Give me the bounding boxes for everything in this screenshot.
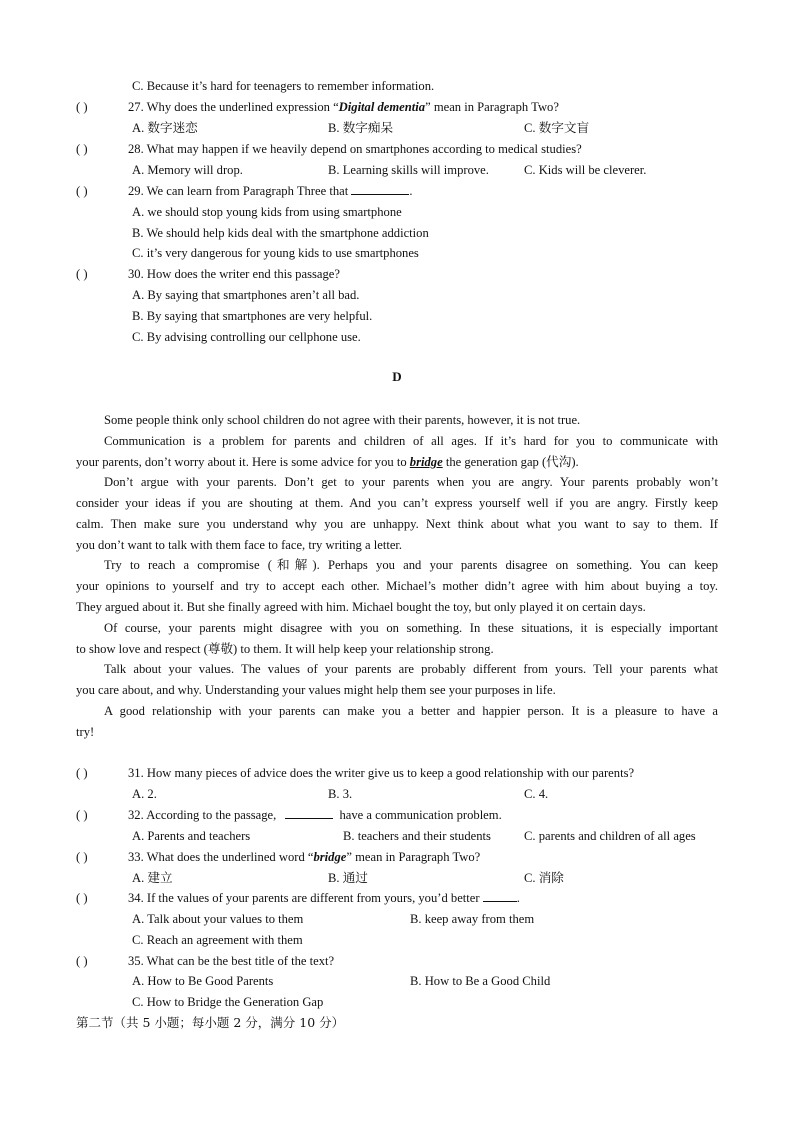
answer-blank[interactable]: ( ) <box>76 954 88 968</box>
q29-option-b: B. We should help kids deal with the smartphone addiction <box>132 226 429 240</box>
passage-p2-line1: Communication is a problem for parents and children of all ages. If it’s hard for you to communicate with <box>104 434 718 448</box>
passage-p5-line1: Of course, your parents might disagree with you on something. In these situations, it is especially important <box>104 621 718 635</box>
question-30 <box>76 265 340 283</box>
passage-p7-line1: A good relationship with your parents can make you a better and happier person. It is a pleasure to have a <box>104 704 718 718</box>
q28-stem: 28. What may happen if we heavily depend on smartphones according to medical studies? <box>128 142 582 156</box>
answer-blank[interactable]: ( ) <box>76 267 88 281</box>
answer-blank[interactable]: ( ) <box>76 100 88 114</box>
q28-option-b: B. Learning skills will improve. <box>328 163 489 177</box>
q27-stem-a: 27. Why does the underlined expression “ <box>128 100 339 114</box>
passage-p3-line4: you don’t want to talk with them face to face, try writing a letter. <box>76 538 403 552</box>
q31-option-c: C. 4. <box>524 787 549 801</box>
passage-p4-line2: your opinions to yourself and try to accept each other. Michael’s mother didn’t agree with him about buying a toy. <box>76 579 718 593</box>
p2-text-b: the generation gap (代沟). <box>442 455 579 469</box>
q30-option-a: A. By saying that smartphones aren’t all bad. <box>132 288 360 302</box>
q33-option-a: A. 建立 <box>132 871 173 885</box>
p2-text-a: your parents, don’t worry about it. Here is some advice for you to <box>76 455 410 469</box>
fill-blank[interactable] <box>483 889 517 902</box>
passage-p6-line1: Talk about your values. The values of your parents are probably different from yours. Tell your parents what <box>104 662 718 676</box>
q27-stem-b: ” mean in Paragraph Two? <box>425 100 559 114</box>
answer-blank[interactable]: ( ) <box>76 142 88 156</box>
q35-option-b: B. How to Be a Good Child <box>410 974 551 988</box>
q29-option-a: A. we should stop young kids from using smartphone <box>132 205 402 219</box>
q32-option-a: A. Parents and teachers <box>132 829 251 843</box>
question-31 <box>76 764 634 782</box>
section-d-heading: D <box>392 369 402 384</box>
q34-stem: 34. If the values of your parents are different from yours, you’d better <box>128 891 480 905</box>
answer-blank[interactable]: ( ) <box>76 891 88 905</box>
q31-option-b: B. 3. <box>328 787 353 801</box>
q32-option-b: B. teachers and their students <box>343 829 491 843</box>
section-two-header: 第二节（共 5 小题；每小题 2 分，满分 10 分） <box>76 1015 345 1030</box>
question-29: ( ) 29. We can learn from Paragraph Three that . <box>76 184 413 198</box>
question-28 <box>76 140 582 158</box>
passage-p4-line3: They argued about it. But she finally agreed with him. Michael bought the toy, but only played it on certain days. <box>76 600 646 614</box>
q26-option-c: C. Because it’s hard for teenagers to remember information. <box>132 79 435 93</box>
passage-p7-line2: try! <box>76 725 95 739</box>
q33-stem-b: ” mean in Paragraph Two? <box>346 850 481 864</box>
passage-p5-line2: to show love and respect (尊敬) to them. It will help keep your relationship strong. <box>76 642 494 656</box>
question-32 <box>76 806 502 824</box>
passage-p3-line3: calm. Then make sure you understand why you are unhappy. Next think about what you want to say to them. If <box>76 517 718 531</box>
answer-blank[interactable]: ( ) <box>76 850 88 864</box>
q30-stem: 30. How does the writer end this passage? <box>128 267 340 281</box>
fill-blank[interactable] <box>285 806 333 819</box>
q27-option-b: B. 数字痴呆 <box>328 121 394 135</box>
q35-stem: 35. What can be the best title of the text? <box>128 954 335 968</box>
q29-stem: 29. We can learn from Paragraph Three that <box>128 184 349 198</box>
question-33 <box>76 848 480 866</box>
q27-option-a: A. 数字迷恋 <box>132 121 198 135</box>
q27-term: Digital dementia <box>338 100 426 114</box>
underlined-word-bridge: bridge <box>409 455 443 469</box>
q28-option-c: C. Kids will be cleverer. <box>524 163 647 177</box>
passage-paragraph-1: Some people think only school children do not agree with their parents, however, it is not true. <box>104 413 581 427</box>
q33-term: bridge <box>313 850 347 864</box>
question-27 <box>76 98 559 116</box>
q29-option-c: C. it’s very dangerous for young kids to use smartphones <box>132 246 419 260</box>
q30-option-b: B. By saying that smartphones are very helpful. <box>132 309 373 323</box>
passage-p3-line1: Don’t argue with your parents. Don’t get to your parents when you are angry. Your parents probably won’t <box>104 475 718 489</box>
q31-stem: 31. How many pieces of advice does the writer give us to keep a good relationship with our parents? <box>128 766 635 780</box>
passage-p2-line2 <box>76 453 579 471</box>
answer-blank[interactable]: ( ) <box>76 808 88 822</box>
q31-option-a: A. 2. <box>132 787 157 801</box>
q34-option-b: B. keep away from them <box>410 912 535 926</box>
answer-blank[interactable]: ( ) <box>76 184 88 198</box>
q32-stem-a: 32. According to the passage, <box>128 808 277 822</box>
q32-option-c: C. parents and children of all ages <box>524 829 696 843</box>
answer-blank[interactable]: ( ) <box>76 766 88 780</box>
q35-option-a: A. How to Be Good Parents <box>132 974 274 988</box>
q33-option-c: C. 消除 <box>524 871 564 885</box>
q32-stem-b: have a communication problem. <box>339 808 502 822</box>
passage-p3-line2: consider your ideas if you are shouting at them. And you can’t express yourself well if you are angry. Firstly keep <box>76 496 718 510</box>
question-34: ( ) 34. If the values of your parents are different from yours, you’d better . <box>76 891 520 905</box>
passage-p4-line1: Try to reach a compromise (和解). Perhaps you and your parents disagree on something. You can keep <box>104 558 718 572</box>
question-35 <box>76 952 334 970</box>
q27-option-c: C. 数字文盲 <box>524 121 590 135</box>
q34-option-a: A. Talk about your values to them <box>132 912 304 926</box>
q28-option-a: A. Memory will drop. <box>132 163 243 177</box>
q34-option-c: C. Reach an agreement with them <box>132 933 303 947</box>
q30-option-c: C. By advising controlling our cellphone use. <box>132 330 361 344</box>
q35-option-c: C. How to Bridge the Generation Gap <box>132 995 324 1009</box>
q33-stem-a: 33. What does the underlined word “ <box>128 850 314 864</box>
q33-option-b: B. 通过 <box>328 871 368 885</box>
fill-blank[interactable] <box>351 182 409 195</box>
passage-p6-line2: you care about, and why. Understanding your values might help them see your purposes in life. <box>76 683 556 697</box>
